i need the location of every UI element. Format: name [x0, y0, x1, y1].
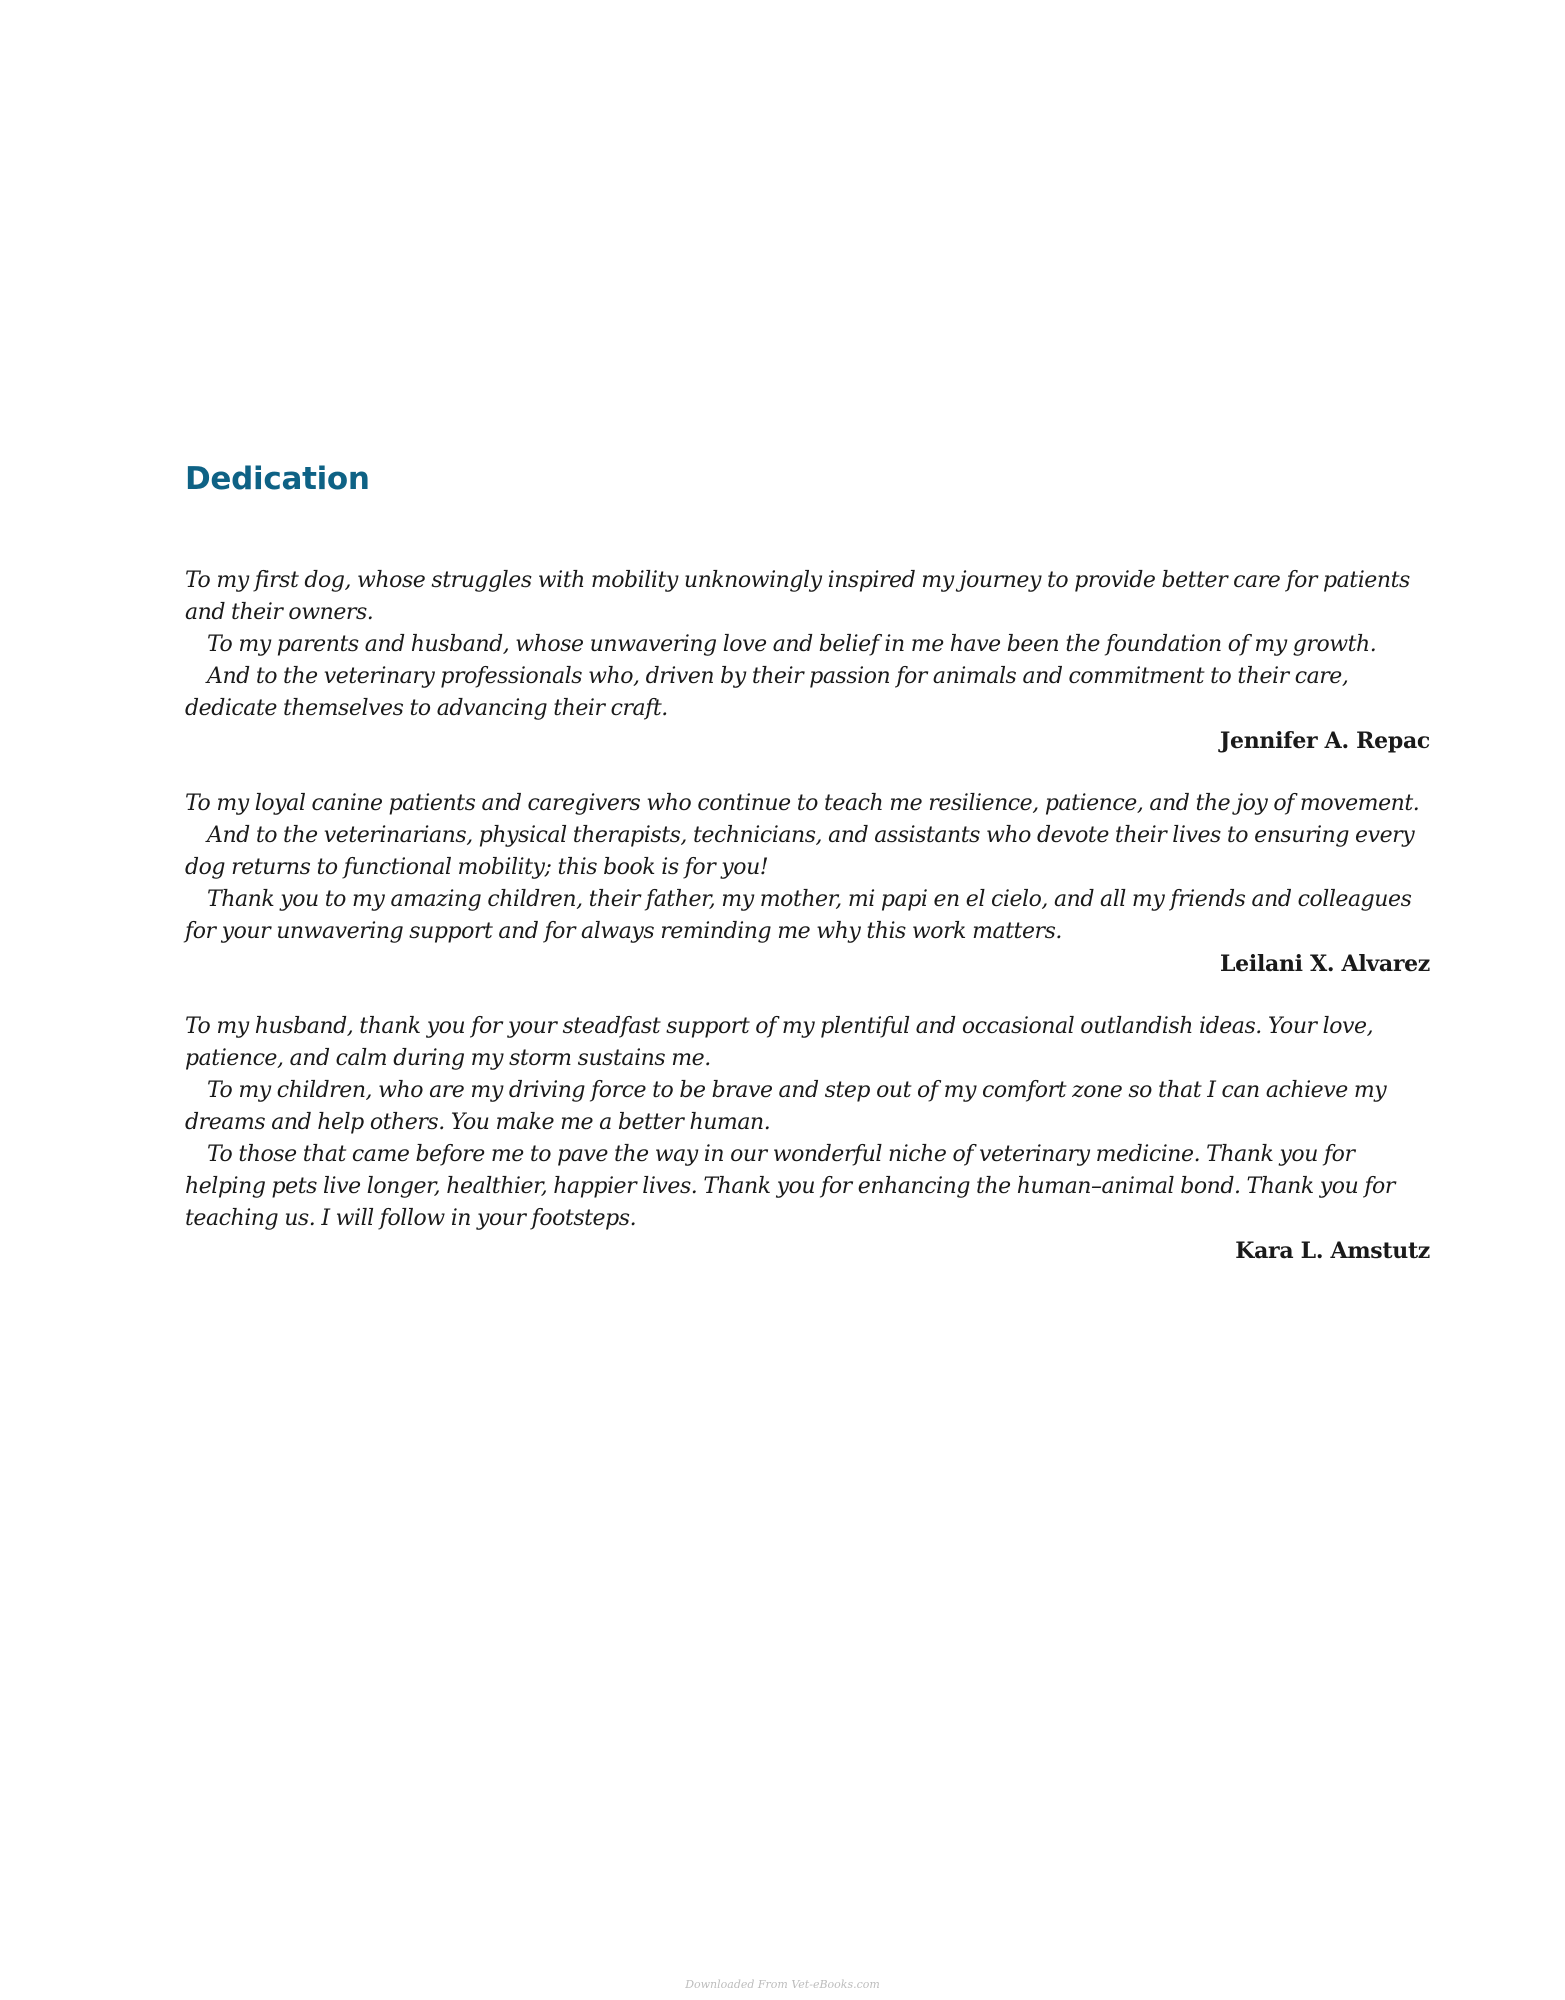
dedication-block-2	[185, 788, 1430, 980]
dedication-signature: Kara L. Amstutz	[1235, 1238, 1430, 1264]
download-watermark: Downloaded From Vet-eBooks.com	[685, 1978, 880, 1991]
dedication-paragraph: And to the veterinary professionals who, driven by their passion for animals and commitment to their care, dedicate themselves to advancing their craft.	[185, 664, 1349, 721]
dedication-block-1	[185, 565, 1430, 757]
dedication-signature: Leilani X. Alvarez	[1220, 951, 1430, 977]
page-title: Dedication	[185, 461, 370, 497]
dedication-paragraph: And to the veterinarians, physical therapists, technicians, and assistants who devote their lives to ensuring every dog returns to functional mobility; this book is for you!	[185, 823, 1415, 880]
dedication-paragraph: To those that came before me to pave the way in our wonderful niche of veterinary medicine. Thank you for helping pets live longer, healthier, happier lives. Thank you for enhancing the human–animal bond. Thank you for teaching us. I will follow in your footsteps.	[185, 1142, 1395, 1231]
dedication-signature: Jennifer A. Repac	[1219, 728, 1430, 754]
dedication-paragraph: To my parents and husband, whose unwavering love and belief in me have been the foundation of my growth.	[207, 632, 1377, 657]
dedication-block-3	[185, 1011, 1430, 1267]
dedication-paragraph: Thank you to my amazing children, their father, my mother, mi papi en el cielo, and all my friends and colleagues for your unwavering support and for always reminding me why this work matters.	[185, 887, 1412, 944]
dedication-paragraph: To my children, who are my driving force to be brave and step out of my comfort zone so that I can achieve my dreams and help others. You make me a better human.	[185, 1078, 1387, 1135]
dedication-paragraph: To my husband, thank you for your steadfast support of my plentiful and occasional outlandish ideas. Your love, patience, and calm during my storm sustains me.	[185, 1014, 1374, 1071]
dedication-paragraph: To my loyal canine patients and caregivers who continue to teach me resilience, patience, and the joy of movement.	[185, 791, 1420, 816]
dedication-paragraph: To my first dog, whose struggles with mobility unknowingly inspired my journey to provide better care for patients and their owners.	[185, 568, 1410, 625]
